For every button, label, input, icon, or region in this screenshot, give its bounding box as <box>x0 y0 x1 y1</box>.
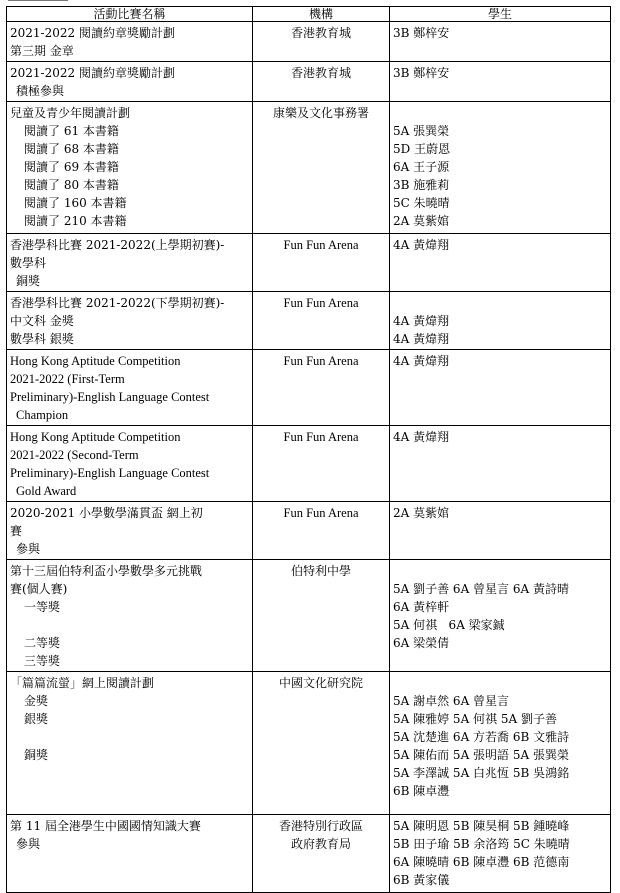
activity-line: 2021-2022 閱讀約章獎勵計劃 <box>10 26 175 40</box>
activity-line: 數學科 銀獎 <box>10 332 74 346</box>
activity-line: 2021-2022 (Second-Term <box>10 448 139 462</box>
students-cell <box>390 234 611 292</box>
student-line: 4A 黃煒翔 <box>393 332 450 346</box>
student-line: 4A 黃煒翔 <box>393 314 450 328</box>
spacer <box>10 728 249 746</box>
activity-line: 兒童及青少年閱讀計劃 <box>10 106 131 120</box>
student-line: 2A 莫紫婠 <box>393 214 450 228</box>
activity-cell <box>7 62 253 102</box>
student-line: 3B 鄭梓安 <box>393 26 450 40</box>
table-row <box>7 234 611 292</box>
activity-line: Hong Kong Aptitude Competition <box>10 354 181 368</box>
table-row <box>7 815 611 893</box>
spacer <box>10 616 249 634</box>
spacer <box>393 294 607 312</box>
activity-line: Hong Kong Aptitude Competition <box>10 430 181 444</box>
organization-line: 政府教育局 <box>290 837 351 851</box>
activity-line: Preliminary)-English Language Contest <box>10 466 210 480</box>
organization-line: 康樂及文化事務署 <box>272 106 369 120</box>
students-cell <box>390 502 611 560</box>
student-line: 4A 黃煒翔 <box>393 238 450 252</box>
organization-cell <box>253 234 390 292</box>
students-cell <box>390 815 611 893</box>
table-row <box>7 560 611 672</box>
table-row <box>7 62 611 102</box>
students-cell <box>390 102 611 234</box>
student-line: 6B 黃家儀 <box>393 873 450 887</box>
student-line: 6B 陳卓灃 <box>393 784 450 798</box>
activity-line: 2020-2021 小學數學滿貫盃 網上初 <box>10 506 203 520</box>
students-cell <box>390 62 611 102</box>
organization-cell <box>253 426 390 502</box>
header-students: 學生 <box>390 7 611 22</box>
organization-cell <box>253 502 390 560</box>
organization-cell <box>253 62 390 102</box>
activity-line: 金獎 <box>24 694 49 708</box>
activity-line: 數學科 <box>10 256 47 270</box>
student-line: 5A 謝卓然 6A 曾星言 <box>393 694 510 708</box>
activity-line: 閱讀了 61 本書籍 <box>24 124 119 138</box>
activity-line: 一等獎 <box>24 600 61 614</box>
student-line: 6A 黃梓軒 <box>393 600 450 614</box>
student-line: 5A 陳佑而 5A 張明語 5A 張巽榮 <box>393 748 569 762</box>
activity-line: 香港學科比賽 2021-2022(上學期初賽)- <box>10 238 225 252</box>
student-line: 5B 田子瑜 5B 余洛筠 5C 朱曉晴 <box>393 837 570 851</box>
student-line: 5A 沈楚進 6A 方若喬 6B 文雅詩 <box>393 730 570 744</box>
table-row <box>7 350 611 426</box>
activity-line: 賽 <box>10 524 23 538</box>
activity-line: 賽(個人賽) <box>10 582 68 596</box>
students-cell <box>390 560 611 672</box>
activity-line: 銅獎 <box>24 748 49 762</box>
activity-cell <box>7 22 253 62</box>
activity-line: 二等獎 <box>24 636 61 650</box>
activity-line: 第 11 屆全港學生中國國情知識大賽 <box>10 819 201 833</box>
table-row <box>7 292 611 350</box>
students-cell <box>390 22 611 62</box>
organization-line: 香港教育城 <box>290 26 351 40</box>
student-line: 5A 陳雅婷 5A 何祺 5A 劉子善 <box>393 712 557 726</box>
spacer <box>393 674 607 692</box>
activity-line: 閱讀了 160 本書籍 <box>24 196 127 210</box>
activity-line: 三等獎 <box>24 654 61 668</box>
activity-cell <box>7 426 253 502</box>
spacer <box>393 104 607 122</box>
activity-line: 第十三屆伯特利盃小學數學多元挑戰 <box>10 564 203 578</box>
page-top-rule <box>8 0 68 5</box>
organization-cell <box>253 350 390 426</box>
organization-cell <box>253 292 390 350</box>
students-cell <box>390 426 611 502</box>
header-activity: 活動比賽名稱 <box>7 7 253 22</box>
activity-line: 2021-2022 閱讀約章獎勵計劃 <box>10 66 175 80</box>
activity-cell <box>7 292 253 350</box>
student-line: 5C 朱曉晴 <box>393 196 450 210</box>
awards-table <box>6 6 611 893</box>
activity-line: 銀獎 <box>24 712 49 726</box>
student-line: 5A 劉子善 6A 曾星言 6A 黃詩晴 <box>393 582 569 596</box>
student-line: 5A 陳明恩 5B 陳昊桐 5B 鍾曉峰 <box>393 819 570 833</box>
student-line: 3B 鄭梓安 <box>393 66 450 80</box>
table-row <box>7 102 611 234</box>
student-line: 6A 王子源 <box>393 160 450 174</box>
organization-line: Fun Fun Arena <box>283 296 359 310</box>
table-row <box>7 426 611 502</box>
activity-line: 第三期 金章 <box>10 44 74 58</box>
spacer <box>393 562 607 580</box>
student-line: 6A 梁榮倩 <box>393 636 450 650</box>
organization-cell <box>253 22 390 62</box>
activity-line: 「篇篇流螢」網上閱讀計劃 <box>10 676 155 690</box>
activity-cell <box>7 234 253 292</box>
activity-line: 中文科 金獎 <box>10 314 74 328</box>
organization-line: Fun Fun Arena <box>283 506 359 520</box>
activity-line: 2021-2022 (First-Term <box>10 372 125 386</box>
activity-line: Gold Award <box>16 484 77 498</box>
activity-line: 參與 <box>16 837 41 851</box>
organization-line: Fun Fun Arena <box>283 354 359 368</box>
student-line: 5A 張巽榮 <box>393 124 450 138</box>
activity-line: Preliminary)-English Language Contest <box>10 390 210 404</box>
organization-line: 伯特利中學 <box>290 564 351 578</box>
table-row <box>7 22 611 62</box>
activity-cell <box>7 672 253 815</box>
activity-line: 銅獎 <box>16 274 41 288</box>
activity-cell <box>7 560 253 672</box>
organization-cell <box>253 560 390 672</box>
student-line: 6A 陳曉晴 6B 陳卓灃 6B 范德南 <box>393 855 570 869</box>
students-cell <box>390 292 611 350</box>
students-cell <box>390 672 611 815</box>
organization-line: Fun Fun Arena <box>283 238 359 252</box>
activity-line: 閱讀了 68 本書籍 <box>24 142 119 156</box>
organization-cell <box>253 815 390 893</box>
activity-line: 閱讀了 210 本書籍 <box>24 214 127 228</box>
student-line: 5D 王蔚恩 <box>393 142 451 156</box>
student-line: 4A 黃煒翔 <box>393 354 450 368</box>
organization-line: 香港教育城 <box>290 66 351 80</box>
activity-cell <box>7 815 253 893</box>
organization-cell <box>253 672 390 815</box>
activity-line: 參與 <box>16 542 41 556</box>
student-line: 5A 何祺 6A 梁家鋮 <box>393 618 505 632</box>
organization-cell <box>253 102 390 234</box>
student-line: 2A 莫紫婠 <box>393 506 450 520</box>
header-organization: 機構 <box>253 7 390 22</box>
table-row <box>7 502 611 560</box>
student-line: 5A 李澤誠 5A 白兆恆 5B 吳鴻銘 <box>393 766 570 780</box>
activity-line: 香港學科比賽 2021-2022(下學期初賽)- <box>10 296 225 310</box>
organization-line: Fun Fun Arena <box>283 430 359 444</box>
table-row <box>7 672 611 815</box>
activity-line: 閱讀了 80 本書籍 <box>24 178 119 192</box>
student-line: 3B 施雅莉 <box>393 178 450 192</box>
activity-line: 積極參與 <box>16 84 65 98</box>
organization-line: 中國文化研究院 <box>278 676 363 690</box>
organization-line: 香港特別行政區 <box>278 819 363 833</box>
activity-line: 閱讀了 69 本書籍 <box>24 160 119 174</box>
students-cell <box>390 350 611 426</box>
header-row <box>7 7 611 22</box>
activity-line: Champion <box>16 408 69 422</box>
activity-cell <box>7 350 253 426</box>
activity-cell <box>7 102 253 234</box>
activity-cell <box>7 502 253 560</box>
student-line: 4A 黃煒翔 <box>393 430 450 444</box>
